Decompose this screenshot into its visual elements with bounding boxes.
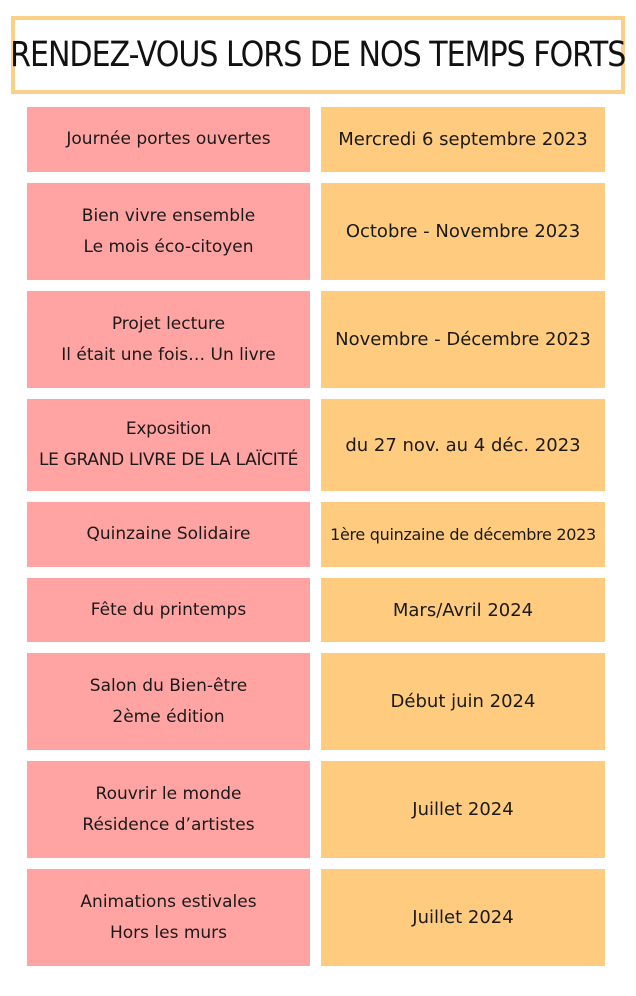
event-date: du 27 nov. au 4 déc. 2023 [345,434,581,456]
event-date-cell [321,183,605,280]
event-row [27,291,605,388]
event-name-line: 2ème édition [112,706,225,727]
event-date: Juillet 2024 [412,907,514,928]
event-name-line: Salon du Bien-être [89,675,248,696]
event-date-cell [321,578,605,642]
event-name-line: Hors les murs [109,922,228,943]
event-name-line: LE GRAND LIVRE DE LA LAÏCITÉ [38,450,299,470]
event-name-cell [27,399,310,491]
event-date: Mercredi 6 septembre 2023 [338,129,588,150]
event-date-cell [321,107,605,172]
event-name-cell [27,869,310,966]
event-date: Juillet 2024 [412,799,514,820]
event-name-cell [27,291,310,388]
event-date: Octobre - Novembre 2023 [345,221,581,242]
event-name-line: Fête du printemps [90,599,247,620]
event-row [27,399,605,491]
event-date-cell [321,653,605,750]
event-row [27,578,605,642]
event-name-cell [27,761,310,858]
event-name-line: Le mois éco-citoyen [83,236,254,257]
event-date-cell [321,869,605,966]
event-name-line: Projet lecture [111,313,226,334]
event-name-cell [27,653,310,750]
event-date-cell [321,399,605,491]
event-name-line: Résidence d’artistes [82,814,255,835]
event-date-cell [321,761,605,858]
event-name-line: Journée portes ouvertes [66,129,271,149]
event-name-cell [27,502,310,567]
event-row [27,761,605,858]
event-name-cell [27,183,310,280]
event-name-cell [27,107,310,172]
event-row [27,869,605,966]
event-name-cell [27,578,310,642]
event-date: 1ère quinzaine de décembre 2023 [330,525,596,544]
event-name-line: Bien vivre ensemble [81,205,256,226]
event-date-cell [321,502,605,567]
event-row [27,183,605,280]
event-name-line: Exposition [125,419,212,439]
event-row [27,653,605,750]
event-date: Mars/Avril 2024 [392,599,534,621]
event-date: Novembre - Décembre 2023 [335,329,591,350]
event-name-line: Il était une fois… Un livre [61,344,276,365]
event-row [27,502,605,567]
event-name-line: Animations estivales [80,891,257,912]
event-name-line: Rouvrir le monde [95,783,242,804]
event-date: Début juin 2024 [390,691,536,712]
page-title: RENDEZ-VOUS LORS DE NOS TEMPS FORTS [10,35,626,75]
event-row [27,107,605,172]
event-date-cell [321,291,605,388]
event-name-line: Quinzaine Solidaire [86,524,251,544]
title-banner [11,16,625,94]
